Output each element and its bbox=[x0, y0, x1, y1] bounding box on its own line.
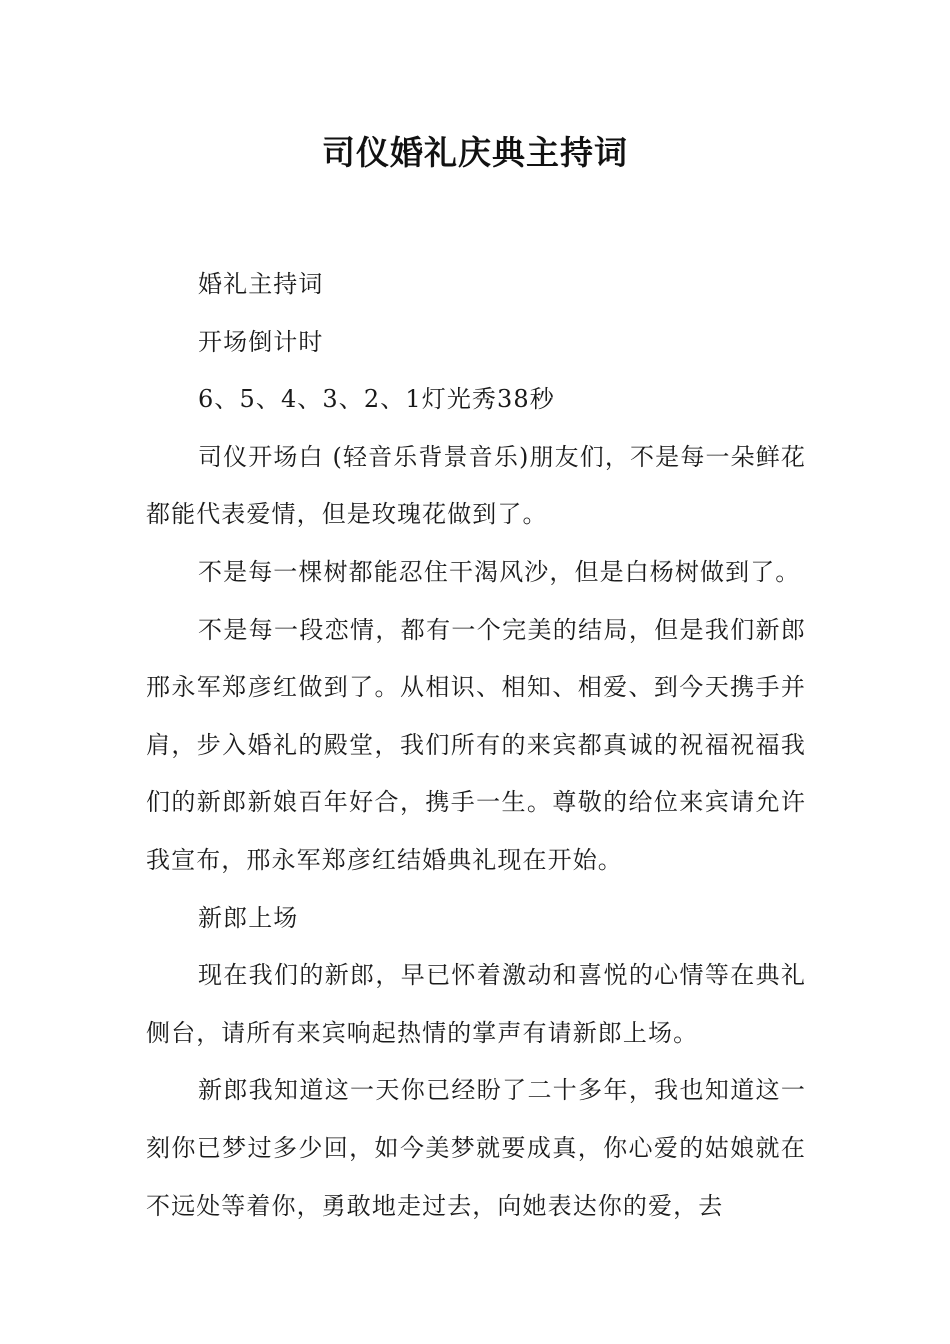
paragraph: 司仪开场白 (轻音乐背景音乐)朋友们，不是每一朵鲜花都能代表爱情，但是玫瑰花做到了。 bbox=[146, 442, 806, 529]
paragraph: 6、5、4、3、2、1灯光秀38秒 bbox=[198, 385, 555, 414]
document-title: 司仪婚礼庆典主持词 bbox=[322, 133, 628, 172]
paragraph: 开场倒计时 bbox=[198, 327, 324, 356]
paragraph: 不是每一棵树都能忍住干渴风沙，但是白杨树做到了。 bbox=[198, 557, 801, 586]
paragraph: 新郎上场 bbox=[198, 903, 299, 932]
paragraph: 不是每一段恋情，都有一个完美的结局，但是我们新郎邢永军郑彦红做到了。从相识、相知、相爱、到今天携手并肩，步入婚礼的殿堂，我们所有的来宾都真诚的祝福祝福我们的新郎新娘百年好合，携手一生。尊敬的给位来宾请允许我宣布，邢永军郑彦红结婚典礼现在开始。 bbox=[146, 615, 806, 874]
paragraph: 婚礼主持词 bbox=[198, 270, 324, 298]
paragraph: 现在我们的新郎，早已怀着激动和喜悦的心情等在典礼侧台，请所有来宾响起热情的掌声有请新郎上场。 bbox=[146, 961, 806, 1047]
document-body bbox=[146, 256, 806, 1235]
paragraph: 新郎我知道这一天你已经盼了二十多年，我也知道这一刻你已梦过多少回，如今美梦就要成真，你心爱的姑娘就在不远处等着你，勇敢地走过去，向她表达你的爱，去 bbox=[146, 1076, 806, 1220]
